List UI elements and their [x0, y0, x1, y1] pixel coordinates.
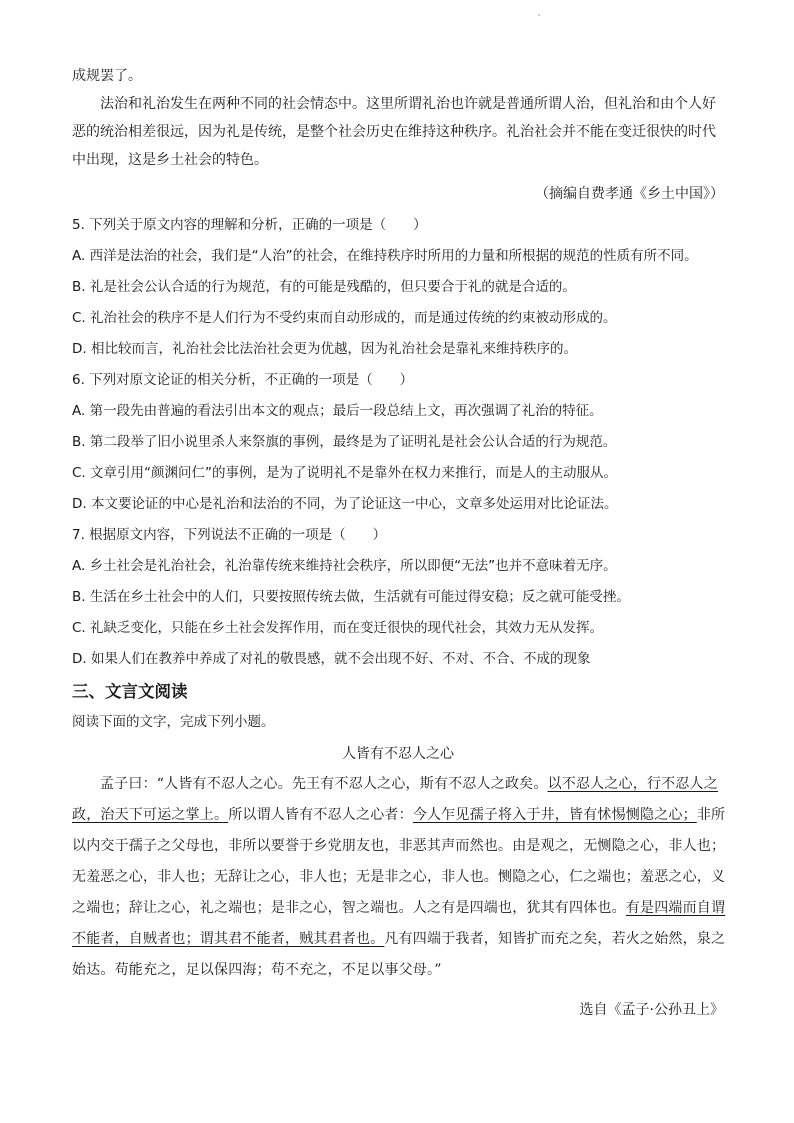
- text-segment: 非所: [696, 807, 726, 823]
- text-segment: 所以谓人皆有不忍人之心者：: [228, 807, 413, 823]
- underlined-segment: 政，治天下可运之掌上。: [72, 807, 229, 823]
- option-d: D. 如果人们在教养中养成了对礼的敬畏感，就不会出现不好、不对、不合、不成的现象: [72, 651, 591, 667]
- question-stem: 7. 根据原文内容，下列说法不正确的一项是（ ）: [72, 527, 387, 543]
- classical-source: 选自《孟子·公孙丑上》: [579, 1002, 724, 1018]
- text-segment: 凡有四端于我者，知皆扩而充之矣，若火之始然，泉之: [384, 931, 726, 947]
- option-b: B. 第二段举了旧小说里杀人来祭旗的事例，最终是为了证明礼是社会公认合适的行为规范。: [72, 434, 617, 450]
- option-a: A. 第一段先由普遍的看法引出本文的观点；最后一段总结上文，再次强调了礼治的特征。: [72, 403, 603, 419]
- underlined-segment: 不能者，自贼者也；谓其君不能者，贼其君者也。: [72, 931, 385, 947]
- section-classical-reading: [72, 677, 724, 1024]
- document-page: [72, 62, 724, 1024]
- passage-continuation: [72, 62, 724, 208]
- question-7: [72, 520, 724, 675]
- text-segment: 之端也；辞让之心，礼之端也；是非之心，智之端也。人之有是四端也，犹其有四体也。: [72, 900, 626, 916]
- passage-line: 成规罢了。: [72, 68, 142, 84]
- underlined-segment: 今人乍见孺子将入于井，皆有怵惕恻隐之心；: [412, 807, 697, 823]
- passage-line: 中出现，这是乡土社会的特色。: [72, 152, 268, 168]
- passage-line: 法治和礼治发生在两种不同的社会情态中。这里所谓礼治也许就是普通所谓人治，但礼治和由个人好: [100, 96, 716, 112]
- classical-line: [72, 924, 724, 955]
- section-instructions: 阅读下面的文字，完成下列小题。: [72, 714, 275, 730]
- classical-line: [72, 955, 724, 986]
- scan-dot: [538, 14, 540, 16]
- classical-line: [72, 862, 724, 893]
- option-b: B. 生活在乡土社会中的人们，只要按照传统去做，生活就有可能过得安稳；反之就可能受挫。: [72, 589, 630, 605]
- classical-line: [72, 893, 724, 924]
- classical-line: [72, 769, 724, 800]
- text-segment: 始达。苟能充之，足以保四海；苟不充之，不足以事父母。”: [72, 962, 442, 978]
- option-a: A. 乡土社会是礼治社会，礼治靠传统来维持社会秩序，所以即便“无法”也并不意味着无序。: [72, 558, 617, 574]
- passage-line: 恶的统治相差很远，因为礼是传统，是整个社会历史在维持这种秩序。礼治社会并不能在变迁很快的时代: [72, 124, 716, 140]
- underlined-segment: 有是四端而自谓: [625, 900, 726, 916]
- classical-text-title: 人皆有不忍人之心: [342, 746, 454, 762]
- classical-line: [72, 800, 724, 831]
- option-a: A. 西洋是法治的社会，我们是“人治”的社会，在维持秩序时所用的力量和所根据的规范的性质有所不同。: [72, 248, 698, 264]
- option-c: C. 礼缺乏变化，只能在乡土社会发挥作用，而在变迁很快的现代社会，其效力无从发挥。: [72, 620, 604, 636]
- question-stem: 6. 下列对原文论证的相关分析，不正确的一项是（ ）: [72, 372, 414, 388]
- option-c: C. 文章引用“颜渊问仁”的事例，是为了说明礼不是靠外在权力来推行，而是人的主动服从。: [72, 465, 617, 481]
- text-segment: 无羞恶之心，非人也；无辞让之心，非人也；无是非之心，非人也。恻隐之心，仁之端也；羞恶之心，义: [72, 869, 726, 885]
- passage-source: （摘编自费孝通《乡土中国》）: [535, 186, 724, 202]
- question-5: [72, 210, 724, 365]
- classical-line: [72, 831, 724, 862]
- underlined-segment: 以不忍人之心，行不忍人之: [547, 776, 718, 792]
- option-d: D. 相比较而言，礼治社会比法治社会更为优越，因为礼治社会是靠礼来维持秩序的。: [72, 341, 577, 357]
- option-d: D. 本文要论证的中心是礼治和法治的不同，为了论证这一中心，文章多处运用对比论证法。: [72, 496, 618, 512]
- section-heading: 三、文言文阅读: [72, 682, 188, 701]
- question-stem: 5. 下列关于原文内容的理解和分析，正确的一项是（ ）: [72, 217, 427, 233]
- option-c: C. 礼治社会的秩序不是人们行为不受约束而自动形成的，而是通过传统的约束被动形成的。: [72, 310, 617, 326]
- text-segment: 以内交于孺子之父母也，非所以要誉于乡党朋友也，非恶其声而然也。由是观之，无恻隐之心，非人也；: [72, 838, 726, 854]
- text-segment: 孟子曰：“人皆有不忍人之心。先王有不忍人之心，斯有不忍人之政矣。: [100, 776, 548, 792]
- option-b: B. 礼是社会公认合适的行为规范，有的可能是残酷的，但只要合于礼的就是合适的。: [72, 279, 576, 295]
- question-6: [72, 365, 724, 520]
